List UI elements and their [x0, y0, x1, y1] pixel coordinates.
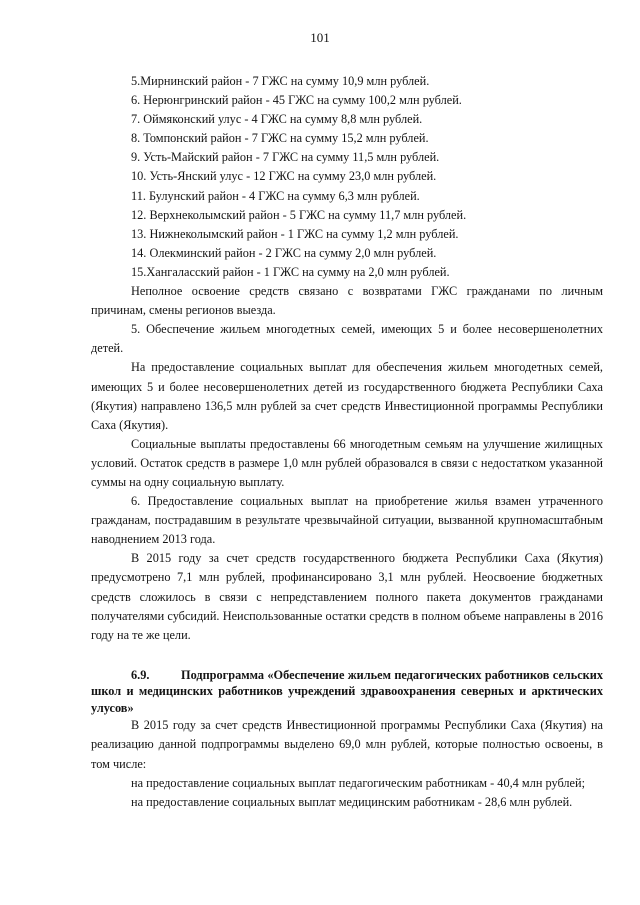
paragraph-item-6-heading: 6. Предоставление социальных выплат на приобретение жилья взамен утраченного гражданам, пострадавшим в результате чрезвычайной ситуации, вызванной крупномасштабным наводнением 2013 года.	[91, 494, 603, 547]
list-item: 9. Усть-Майский район - 7 ГЖС на сумму 11,5 млн рублей.	[131, 150, 440, 165]
subprogram-title: Подпрограмма «Обеспечение жильем педагогических работников сельских школ и медицинских работников учреждений здравоохранения северных и арктических улусов»	[91, 667, 603, 715]
list-item: 5.Мирнинский район - 7 ГЖС на сумму 10,9 млн рублей.	[131, 74, 430, 88]
housing-certificates-list	[91, 72, 603, 282]
section-spacer	[91, 645, 603, 667]
paragraph-subprogram-intro: В 2015 году за счет средств Инвестиционной программы Республики Саха (Якутия) на реализацию данной подпрограммы выделено 69,0 млн рублей, которые полностью освоены, в том числе:	[91, 718, 603, 771]
paragraph-incomplete-use: Неполное освоение средств связано с возвратами ГЖС гражданами по личным причинам, смены регионов выезда.	[91, 284, 603, 318]
list-item: 14. Олекминский район - 2 ГЖС на сумму 2,0 млн рублей.	[131, 245, 437, 260]
list-item-teachers: на предоставление социальных выплат педагогическим работникам - 40,4 млн рублей;	[131, 775, 585, 790]
list-item-medical: на предоставление социальных выплат медицинским работникам - 28,6 млн рублей.	[131, 794, 573, 809]
document-body	[91, 72, 603, 812]
paragraph-2015-financing: В 2015 году за счет средств государственного бюджета Республики Саха (Якутия) предусмотрено 7,1 млн рублей, профинансировано 3,1 млн рублей. Неосвоение бюджетных средств сложилось в связи с непредставлением полного пакета документов гражданами получателями субсидий. Неиспользованные остатки средств в полном объеме направлены в 2016 году на те же цели.	[91, 551, 603, 642]
paragraph-item-5-heading: 5. Обеспечение жильем многодетных семей, имеющих 5 и более несовершенолетних детей.	[91, 322, 603, 356]
page-number: 101	[310, 30, 330, 45]
list-item: 8. Томпонский район - 7 ГЖС на сумму 15,2 млн рублей.	[131, 131, 429, 146]
list-item: 6. Нерюнгринский район - 45 ГЖС на сумму 100,2 млн рублей.	[131, 93, 462, 108]
subprogram-number: 6.9.	[131, 667, 150, 682]
list-item: 12. Верхнеколымский район - 5 ГЖС на сумму 11,7 млн рублей.	[131, 207, 467, 222]
list-item: 10. Усть-Янский улус - 12 ГЖС на сумму 23,0 млн рублей.	[131, 169, 437, 184]
paragraph-social-payments: На предоставление социальных выплат для обеспечения жильем многодетных семей, имеющих 5 и более несовершенолетних детей из государственного бюджета Республики Саха (Якутия) направлено 136,5 млн рублей за счет средств Инвестиционной программы Республики Саха (Якутия).	[91, 360, 603, 432]
paragraph-payments-granted: Социальные выплаты предоставлены 66 многодетным семьям на улучшение жилищных условий. Остаток средств в размере 1,0 млн рублей образовался в связи с недостатком указанной суммы на одну социальную выплату.	[91, 436, 603, 489]
list-item: 15.Хангаласский район - 1 ГЖС на сумму на 2,0 млн рублей.	[131, 264, 450, 279]
list-item: 11. Булунский район - 4 ГЖС на сумму 6,3 млн рублей.	[131, 188, 420, 203]
subprogram-heading	[91, 667, 603, 717]
list-item: 7. Оймяконский улус - 4 ГЖС на сумму 8,8 млн рублей.	[131, 112, 423, 127]
list-item: 13. Нижнеколымский район - 1 ГЖС на сумму 1,2 млн рублей.	[131, 226, 459, 241]
